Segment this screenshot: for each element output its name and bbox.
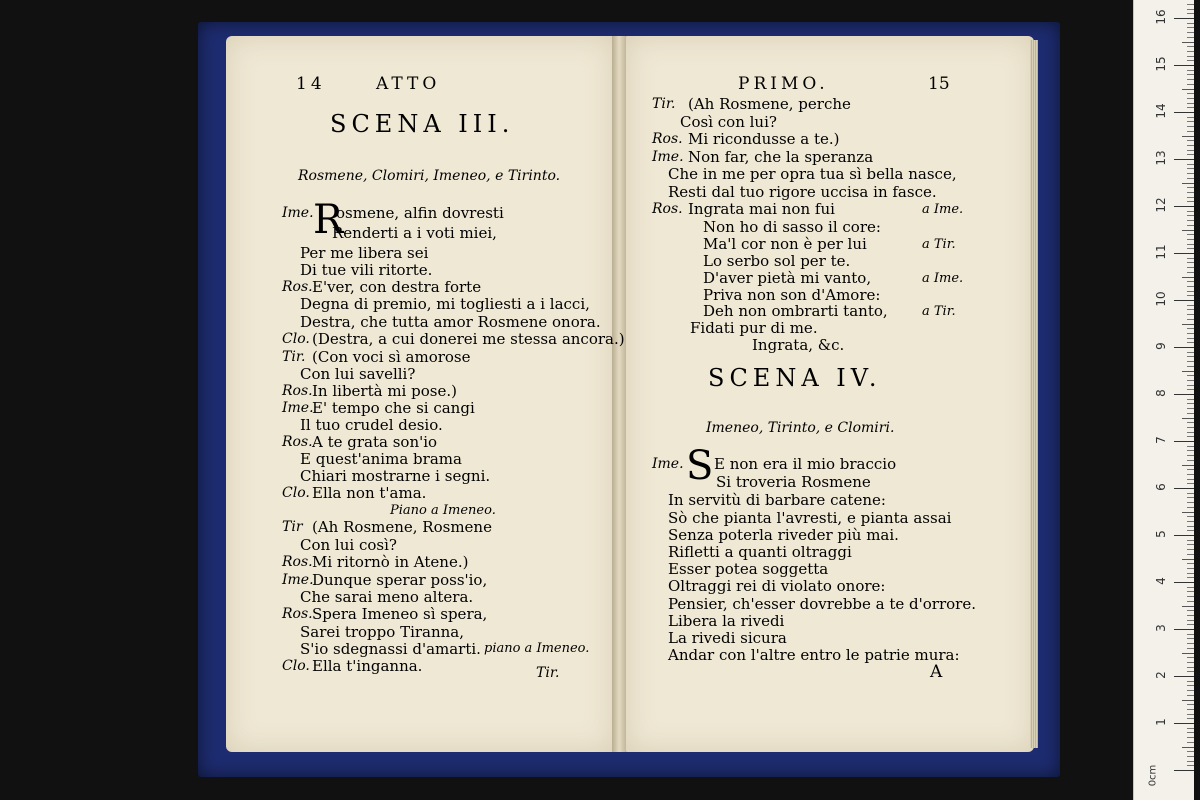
ruler-tick bbox=[1187, 432, 1194, 433]
ruler-tick bbox=[1187, 422, 1194, 423]
ruler-tick bbox=[1187, 549, 1194, 550]
verse-line: Pensier, ch'esser dovrebbe a te d'orrore. bbox=[668, 595, 976, 613]
verse-line: E quest'anima brama bbox=[300, 450, 462, 468]
ruler-tick bbox=[1187, 74, 1194, 75]
ruler-tick bbox=[1187, 60, 1194, 61]
ruler-tick bbox=[1187, 201, 1194, 202]
ruler-number: 1 bbox=[1154, 718, 1168, 726]
verse-line: D'aver pietà mi vanto, bbox=[703, 269, 872, 287]
verse-line: Che in me per opra tua sì bella nasce, bbox=[668, 165, 957, 183]
ruler-number: 12 bbox=[1154, 197, 1168, 213]
ruler-tick bbox=[1187, 281, 1194, 282]
right-signature: A bbox=[930, 662, 943, 682]
ruler-tick bbox=[1187, 32, 1194, 33]
speaker-label: Ime. bbox=[282, 400, 314, 416]
ruler-tick bbox=[1187, 577, 1194, 578]
ruler-tick bbox=[1187, 648, 1194, 649]
left-running-head: ATTO bbox=[376, 74, 441, 94]
ruler-tick bbox=[1174, 394, 1194, 395]
ruler-tick bbox=[1174, 253, 1194, 254]
ruler-tick bbox=[1187, 215, 1194, 216]
ruler-tick bbox=[1187, 319, 1194, 320]
ruler-tick bbox=[1187, 690, 1194, 691]
ruler-tick bbox=[1187, 107, 1194, 108]
ruler-tick bbox=[1187, 93, 1194, 94]
ruler-tick bbox=[1187, 9, 1194, 10]
ruler-tick bbox=[1174, 347, 1194, 348]
ruler-tick bbox=[1187, 197, 1194, 198]
stage-direction: a Ime. bbox=[922, 202, 964, 217]
ruler-tick bbox=[1187, 450, 1194, 451]
ruler-tick bbox=[1187, 507, 1194, 508]
left-catchword: Tir. bbox=[536, 665, 560, 681]
right-page-number: 15 bbox=[928, 74, 950, 94]
right-running-head: PRIMO. bbox=[738, 74, 829, 94]
ruler-tick bbox=[1187, 131, 1194, 132]
speaker-label: Ros. bbox=[282, 383, 313, 399]
ruler-tick bbox=[1174, 112, 1194, 113]
ruler-tick bbox=[1182, 465, 1194, 466]
ruler-unit-label: 0cm bbox=[1147, 764, 1159, 787]
ruler-tick bbox=[1187, 479, 1194, 480]
ruler-tick bbox=[1187, 732, 1194, 733]
ruler-tick bbox=[1187, 272, 1194, 273]
speaker-label: Ros. bbox=[282, 554, 313, 570]
ruler-tick bbox=[1187, 51, 1194, 52]
ruler-tick bbox=[1174, 629, 1194, 630]
ruler-tick bbox=[1187, 225, 1194, 226]
ruler-tick bbox=[1174, 18, 1194, 19]
ruler-tick bbox=[1187, 601, 1194, 602]
verse-line: Degna di premio, mi togliesti a i lacci, bbox=[300, 295, 590, 313]
ruler-tick bbox=[1187, 427, 1194, 428]
ruler-tick bbox=[1182, 324, 1194, 325]
ruler-tick bbox=[1187, 126, 1194, 127]
ruler-tick bbox=[1174, 535, 1194, 536]
ruler-tick bbox=[1187, 140, 1194, 141]
ruler-number: 11 bbox=[1154, 244, 1168, 260]
ruler-tick bbox=[1187, 27, 1194, 28]
verse-line: Ingrata, &c. bbox=[752, 336, 845, 354]
ruler-tick bbox=[1187, 366, 1194, 367]
ruler-tick bbox=[1187, 385, 1194, 386]
verse-line: Con lui savelli? bbox=[300, 365, 416, 383]
ruler-tick bbox=[1187, 79, 1194, 80]
ruler-tick bbox=[1187, 615, 1194, 616]
ruler-tick bbox=[1182, 136, 1194, 137]
ruler-tick bbox=[1187, 446, 1194, 447]
ruler-tick bbox=[1187, 756, 1194, 757]
ruler-tick bbox=[1174, 676, 1194, 677]
verse-line: Libera la rivedi bbox=[668, 612, 785, 630]
verse-line: Ella non t'ama. bbox=[312, 484, 427, 502]
ruler-tick bbox=[1187, 333, 1194, 334]
ruler-tick bbox=[1174, 206, 1194, 207]
verse-line: Spera Imeneo sì spera, bbox=[312, 605, 488, 623]
verse-line: Ingrata mai non fui bbox=[688, 200, 835, 218]
ruler-tick bbox=[1187, 714, 1194, 715]
verse-line: Esser potea soggetta bbox=[668, 560, 829, 578]
speaker-label: Ime. bbox=[652, 456, 684, 472]
verse-line: Così con lui? bbox=[680, 113, 777, 131]
verse-line: Deh non ombrarti tanto, bbox=[703, 302, 888, 320]
ruler-tick bbox=[1187, 521, 1194, 522]
ruler-tick bbox=[1187, 751, 1194, 752]
ruler-tick bbox=[1187, 56, 1194, 57]
verse-line: Renderti a i voti miei, bbox=[332, 224, 497, 242]
ruler-tick bbox=[1187, 13, 1194, 14]
ruler-tick bbox=[1187, 145, 1194, 146]
ruler-tick bbox=[1187, 681, 1194, 682]
speaker-label: Ros. bbox=[652, 131, 683, 147]
ruler-number: 3 bbox=[1154, 624, 1168, 632]
verse-line: Ma'l cor non è per lui bbox=[703, 235, 867, 253]
ruler-tick bbox=[1187, 375, 1194, 376]
ruler-tick bbox=[1187, 338, 1194, 339]
ruler-tick bbox=[1174, 159, 1194, 160]
ruler-tick bbox=[1187, 657, 1194, 658]
ruler-tick bbox=[1187, 121, 1194, 122]
ruler-tick bbox=[1187, 587, 1194, 588]
ruler-tick bbox=[1182, 42, 1194, 43]
ruler-tick bbox=[1187, 728, 1194, 729]
ruler-tick bbox=[1187, 173, 1194, 174]
ruler-tick bbox=[1187, 596, 1194, 597]
ruler-tick bbox=[1174, 723, 1194, 724]
speaker-label: Tir. bbox=[282, 349, 306, 365]
left-scene-title: SCENA III. bbox=[330, 110, 515, 138]
ruler-tick bbox=[1187, 704, 1194, 705]
ruler-tick bbox=[1187, 516, 1194, 517]
verse-line: Si troveria Rosmene bbox=[716, 473, 871, 491]
right-scene-title: SCENA IV. bbox=[708, 364, 882, 392]
ruler-tick bbox=[1187, 460, 1194, 461]
ruler-tick bbox=[1182, 230, 1194, 231]
ruler-tick bbox=[1187, 483, 1194, 484]
verse-line: Resti dal tuo rigore uccisa in fasce. bbox=[668, 183, 937, 201]
ruler-tick bbox=[1187, 361, 1194, 362]
ruler-tick bbox=[1182, 277, 1194, 278]
verse-line: Mi ricondusse a te.) bbox=[688, 130, 840, 148]
verse-line: (Con voci sì amorose bbox=[312, 348, 471, 366]
ruler-tick bbox=[1187, 638, 1194, 639]
speaker-label: Clo. bbox=[282, 331, 310, 347]
ruler-tick bbox=[1187, 469, 1194, 470]
ruler-tick bbox=[1187, 685, 1194, 686]
ruler-tick bbox=[1187, 291, 1194, 292]
ruler-tick bbox=[1182, 700, 1194, 701]
verse-line: (Destra, a cui donerei me stessa ancora.) bbox=[312, 330, 625, 348]
ruler-tick bbox=[1187, 526, 1194, 527]
verse-line: Chiari mostrarne i segni. bbox=[300, 467, 491, 485]
ruler-tick bbox=[1187, 70, 1194, 71]
ruler-tick bbox=[1187, 380, 1194, 381]
left-dropcap: R bbox=[313, 197, 344, 243]
ruler-tick bbox=[1187, 530, 1194, 531]
ruler-tick bbox=[1174, 441, 1194, 442]
left-characters: Rosmene, Clomiri, Imeneo, e Tirinto. bbox=[298, 168, 561, 184]
ruler-tick bbox=[1187, 164, 1194, 165]
ruler-tick bbox=[1187, 667, 1194, 668]
ruler-tick bbox=[1187, 765, 1194, 766]
stage-direction: a Ime. bbox=[922, 271, 964, 286]
speaker-label: Tir. bbox=[652, 96, 676, 112]
stage-direction: a Tir. bbox=[922, 237, 956, 252]
verse-line: Lo serbo sol per te. bbox=[703, 252, 851, 270]
left-last-aside: piano a Imeneo. bbox=[484, 641, 590, 656]
verse-line: Il tuo crudel desio. bbox=[300, 416, 443, 434]
verse-line: Destra, che tutta amor Rosmene onora. bbox=[300, 313, 601, 331]
ruler-tick bbox=[1187, 211, 1194, 212]
ruler-tick bbox=[1174, 582, 1194, 583]
ruler-tick bbox=[1187, 178, 1194, 179]
stage-direction: Piano a Imeneo. bbox=[390, 503, 496, 518]
ruler-tick bbox=[1182, 512, 1194, 513]
verse-line: (Ah Rosmene, perche bbox=[688, 95, 851, 113]
ruler-tick bbox=[1187, 671, 1194, 672]
speaker-label: Ime. bbox=[282, 572, 314, 588]
ruler-tick bbox=[1174, 65, 1194, 66]
speaker-label: Ime. bbox=[282, 205, 314, 221]
verse-line: In libertà mi pose.) bbox=[312, 382, 457, 400]
ruler-tick bbox=[1187, 568, 1194, 569]
ruler-tick bbox=[1187, 220, 1194, 221]
ruler-tick bbox=[1174, 770, 1194, 771]
speaker-label: Ros. bbox=[282, 279, 313, 295]
ruler-tick bbox=[1187, 314, 1194, 315]
verse-line: (Ah Rosmene, Rosmene bbox=[312, 518, 492, 536]
verse-line: Fidati pur di me. bbox=[690, 319, 818, 337]
ruler-tick bbox=[1187, 563, 1194, 564]
ruler-tick bbox=[1187, 497, 1194, 498]
ruler-tick bbox=[1187, 258, 1194, 259]
ruler-tick bbox=[1187, 84, 1194, 85]
ruler-tick bbox=[1187, 150, 1194, 151]
ruler-tick bbox=[1187, 98, 1194, 99]
verse-line: E non era il mio braccio bbox=[714, 455, 897, 473]
ruler-tick bbox=[1187, 591, 1194, 592]
ruler-tick bbox=[1187, 662, 1194, 663]
ruler-tick bbox=[1187, 4, 1194, 5]
verse-line: Dunque sperar poss'io, bbox=[312, 571, 488, 589]
ruler-tick bbox=[1187, 408, 1194, 409]
ruler-tick bbox=[1187, 540, 1194, 541]
ruler-tick bbox=[1187, 248, 1194, 249]
ruler-tick bbox=[1187, 634, 1194, 635]
verse-line: Senza poterla riveder più mai. bbox=[668, 526, 899, 544]
ruler-tick bbox=[1187, 168, 1194, 169]
ruler-tick bbox=[1182, 418, 1194, 419]
verse-line: In servitù di barbare catene: bbox=[668, 491, 886, 509]
ruler-tick bbox=[1187, 502, 1194, 503]
right-dropcap: S bbox=[686, 443, 714, 489]
ruler-tick bbox=[1187, 737, 1194, 738]
ruler-tick bbox=[1187, 709, 1194, 710]
verse-line: Mi ritornò in Atene.) bbox=[312, 553, 469, 571]
ruler-tick bbox=[1182, 606, 1194, 607]
ruler-tick bbox=[1187, 342, 1194, 343]
ruler-tick bbox=[1187, 399, 1194, 400]
ruler-tick bbox=[1187, 389, 1194, 390]
ruler-tick bbox=[1187, 267, 1194, 268]
ruler-tick bbox=[1187, 761, 1194, 762]
verse-line: Con lui così? bbox=[300, 536, 397, 554]
verse-line: Rifletti a quanti oltraggi bbox=[668, 543, 852, 561]
ruler-tick bbox=[1182, 747, 1194, 748]
verse-line: Oltraggi rei di violato onore: bbox=[668, 577, 886, 595]
ruler-tick bbox=[1187, 356, 1194, 357]
ruler-tick bbox=[1187, 103, 1194, 104]
verse-line: E' tempo che si cangi bbox=[312, 399, 475, 417]
speaker-label: Ros. bbox=[652, 201, 683, 217]
verse-line: S'io sdegnassi d'amarti. bbox=[300, 640, 481, 658]
ruler-tick bbox=[1174, 488, 1194, 489]
verse-line: La rivedi sicura bbox=[668, 629, 787, 647]
ruler-number: 4 bbox=[1154, 577, 1168, 585]
ruler-number: 5 bbox=[1154, 530, 1168, 538]
ruler-tick bbox=[1187, 187, 1194, 188]
verse-line: Non far, che la speranza bbox=[688, 148, 874, 166]
ruler-tick bbox=[1187, 305, 1194, 306]
ruler-tick bbox=[1187, 244, 1194, 245]
verse-line: E'ver, con destra forte bbox=[312, 278, 482, 296]
speaker-label: Ros. bbox=[282, 434, 313, 450]
page-edges bbox=[1030, 40, 1038, 748]
ruler-tick bbox=[1187, 643, 1194, 644]
ruler-number: 8 bbox=[1154, 389, 1168, 397]
ruler-number: 6 bbox=[1154, 483, 1168, 491]
ruler-tick bbox=[1187, 192, 1194, 193]
verse-line: Che sarai meno altera. bbox=[300, 588, 474, 606]
verse-line: Ella t'inganna. bbox=[312, 657, 423, 675]
ruler-number: 7 bbox=[1154, 436, 1168, 444]
verse-line: Sarei troppo Tiranna, bbox=[300, 623, 465, 641]
speaker-label: Clo. bbox=[282, 658, 310, 674]
ruler-tick bbox=[1187, 403, 1194, 404]
verse-line: Non ho di sasso il core: bbox=[703, 218, 881, 236]
ruler-tick bbox=[1187, 46, 1194, 47]
ruler-tick bbox=[1187, 352, 1194, 353]
ruler-tick bbox=[1187, 37, 1194, 38]
ruler-tick bbox=[1187, 286, 1194, 287]
measurement-ruler bbox=[1133, 0, 1194, 800]
ruler-tick bbox=[1187, 493, 1194, 494]
ruler-tick bbox=[1187, 554, 1194, 555]
verse-line: Di tue vili ritorte. bbox=[300, 261, 433, 279]
verse-line: Andar con l'altre entro le patrie mura: bbox=[668, 646, 960, 664]
verse-line: Per me libera sei bbox=[300, 244, 429, 262]
ruler-tick bbox=[1187, 695, 1194, 696]
ruler-tick bbox=[1187, 262, 1194, 263]
ruler-tick bbox=[1187, 309, 1194, 310]
ruler-tick bbox=[1187, 573, 1194, 574]
ruler-number: 16 bbox=[1154, 9, 1168, 25]
left-page-number: 14 bbox=[296, 74, 326, 94]
ruler-tick bbox=[1187, 620, 1194, 621]
ruler-tick bbox=[1187, 718, 1194, 719]
ruler-tick bbox=[1187, 117, 1194, 118]
ruler-tick bbox=[1182, 89, 1194, 90]
ruler-tick bbox=[1187, 610, 1194, 611]
ruler-tick bbox=[1187, 742, 1194, 743]
ruler-tick bbox=[1187, 154, 1194, 155]
ruler-number: 13 bbox=[1154, 150, 1168, 166]
ruler-tick bbox=[1187, 474, 1194, 475]
ruler-tick bbox=[1187, 455, 1194, 456]
ruler-tick bbox=[1187, 544, 1194, 545]
ruler-tick bbox=[1187, 234, 1194, 235]
ruler-number: 2 bbox=[1154, 671, 1168, 679]
ruler-number: 10 bbox=[1154, 291, 1168, 307]
ruler-tick bbox=[1187, 624, 1194, 625]
ruler-tick bbox=[1187, 413, 1194, 414]
ruler-tick bbox=[1182, 653, 1194, 654]
ruler-number: 15 bbox=[1154, 56, 1168, 72]
ruler-tick bbox=[1182, 183, 1194, 184]
ruler-number: 14 bbox=[1154, 103, 1168, 119]
ruler-tick bbox=[1174, 300, 1194, 301]
ruler-tick bbox=[1187, 328, 1194, 329]
ruler-tick bbox=[1187, 295, 1194, 296]
stage-direction: a Tir. bbox=[922, 304, 956, 319]
ruler-number: 9 bbox=[1154, 342, 1168, 350]
ruler-tick bbox=[1182, 371, 1194, 372]
ruler-tick bbox=[1187, 23, 1194, 24]
right-characters: Imeneo, Tirinto, e Clomiri. bbox=[706, 420, 895, 436]
speaker-label: Ime. bbox=[652, 149, 684, 165]
ruler-tick bbox=[1187, 436, 1194, 437]
verse-line: Priva non son d'Amore: bbox=[703, 286, 881, 304]
speaker-label: Clo. bbox=[282, 485, 310, 501]
ruler-tick bbox=[1182, 559, 1194, 560]
verse-line: osmene, alfin dovresti bbox=[336, 204, 504, 222]
speaker-label: Tir bbox=[282, 519, 303, 535]
verse-line: A te grata son'io bbox=[312, 433, 438, 451]
speaker-label: Ros. bbox=[282, 606, 313, 622]
ruler-tick bbox=[1187, 239, 1194, 240]
verse-line: Sò che pianta l'avresti, e pianta assai bbox=[668, 509, 952, 527]
